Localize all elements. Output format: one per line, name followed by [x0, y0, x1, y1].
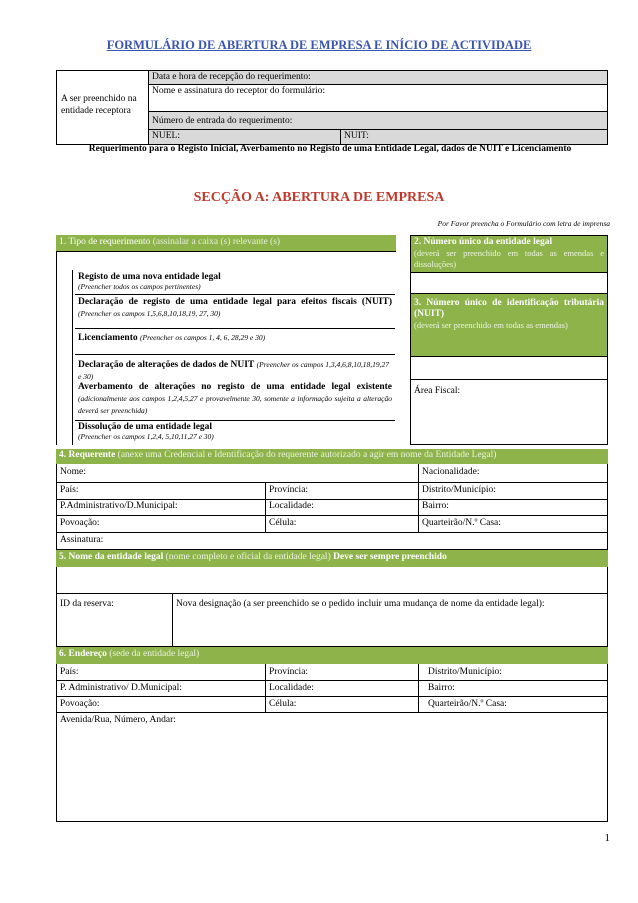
address-village[interactable]: Povoação: — [60, 699, 100, 709]
address-neighborhood[interactable]: Bairro: — [428, 683, 455, 693]
address-cell[interactable]: Célula: — [269, 699, 297, 709]
page-number: 1 — [604, 832, 610, 844]
reception-row-entry-number: Número de entrada do requerimento: — [149, 112, 607, 130]
section-1-header: 1. Tipo de requerimento (assinalar a caixa (s) relevante (s) — [56, 235, 396, 251]
applicant-locality[interactable]: Localidade: — [269, 501, 314, 511]
new-designation[interactable]: Nova designação (a ser preenchido se o pedido incluir uma mudança de nome da entidade legal): — [176, 599, 545, 609]
section-2-header: 2. Número único da entidade legal (deverá ser preenchido em todas as emendas e dissoluções) — [411, 236, 607, 272]
applicant-district[interactable]: Distrito/Município: — [422, 485, 496, 495]
nuel-field[interactable] — [411, 272, 607, 294]
item-nuit-declaration[interactable]: Declaração de registo de uma entidade legal para efeitos fiscais (NUIT) (Preencher os campos 1,5,6,8,10,18,19, 27, 30) — [75, 295, 395, 329]
item-licensing[interactable]: Licenciamento (Preencher os campos 1, 4, 6, 28,29 e 30) — [75, 329, 395, 355]
address-province[interactable]: Província: — [269, 667, 309, 677]
item-dissolution[interactable]: Dissolução de uma entidade legal (Preencher os campos 1,2,4, 5,10,11,27 e 30) — [78, 422, 214, 441]
reservation-id[interactable]: ID da reserva: — [60, 599, 114, 609]
reception-row-receiver: Nome e assinatura do receptor do formulário: — [149, 85, 607, 112]
reception-left-label: A ser preenchido na entidade receptora — [61, 94, 137, 116]
print-instruction: Por Favor preencha o Formulário com letra de imprensa — [437, 219, 610, 228]
section-4-header: 4. Requerente (anexe uma Credencial e Identificação do requerente autorizado a agir em nome da Entidade Legal) — [56, 449, 608, 464]
applicant-country[interactable]: País: — [60, 485, 79, 495]
applicant-admin-post[interactable]: P.Administrativo/D.Municipal: — [60, 501, 178, 511]
applicant-province[interactable]: Província: — [269, 485, 309, 495]
item-nuit-changes[interactable]: Declaração de alterações de dados de NUIT (Preencher os campos 1,3,4,6,8,10,18,19,27 e 30) — [78, 360, 390, 381]
reception-nuel: NUEL: — [149, 130, 341, 144]
applicant-block-house[interactable]: Quarteirão/N.º Casa: — [422, 518, 501, 528]
section-a-title: SECÇÃO A: ABERTURA DE EMPRESA — [193, 190, 445, 205]
entity-name-field[interactable] — [57, 567, 607, 593]
applicant-signature[interactable]: Assinatura: — [60, 535, 104, 545]
fiscal-area-field[interactable]: Área Fiscal: — [414, 386, 461, 396]
reception-nuit: NUIT: — [341, 130, 607, 144]
request-description: Requerimento para o Registo Inicial, Averbamento no Registo de uma Entidade Legal, dados de NUIT e Licenciamento — [88, 144, 572, 154]
address-street[interactable]: Avenida/Rua, Número, Andar: — [60, 715, 176, 725]
nuit-field[interactable] — [411, 356, 607, 380]
applicant-neighborhood[interactable]: Bairro: — [422, 501, 449, 511]
section-6-header: 6. Endereço (sede da entidade legal) — [56, 647, 608, 664]
reception-row-datetime: Data e hora de recepção do requerimento: — [149, 71, 607, 85]
section-3-header: 3. Número único de identificação tributária (NUIT) (deverá ser preenchido em todas as emendas) — [411, 294, 607, 356]
address-admin-post[interactable]: P. Administrativo/ D.Municipal: — [60, 683, 182, 693]
section-5-header: 5. Nome da entidade legal (nome completo e oficial da entidade legal) Deve ser sempre preenchido — [56, 550, 608, 567]
address-district[interactable]: Distrito/Município: — [428, 667, 502, 677]
item-new-entity[interactable]: Registo de uma nova entidade legal (Preencher todos os campos pertinentes) — [75, 271, 395, 295]
applicant-cell[interactable]: Célula: — [269, 518, 297, 528]
address-block-house[interactable]: Quarteirão/N.º Casa: — [428, 699, 507, 709]
address-country[interactable]: País: — [60, 667, 79, 677]
applicant-name[interactable]: Nome: — [60, 467, 86, 477]
form-title: FORMULÁRIO DE ABERTURA DE EMPRESA E INÍCIO DE ACTIVIDADE — [106, 38, 532, 52]
applicant-nationality[interactable]: Nacionalidade: — [422, 467, 480, 477]
item-amendment[interactable]: Averbamento de alterações no registo de uma entidade legal existente (adicionalmente aos campos 1,2,4,5,27 e provavelmente 30, somente a informação sujeita a alteração deverá ser preenchida) — [75, 381, 395, 421]
applicant-village[interactable]: Povoação: — [60, 518, 100, 528]
address-locality[interactable]: Localidade: — [269, 683, 314, 693]
